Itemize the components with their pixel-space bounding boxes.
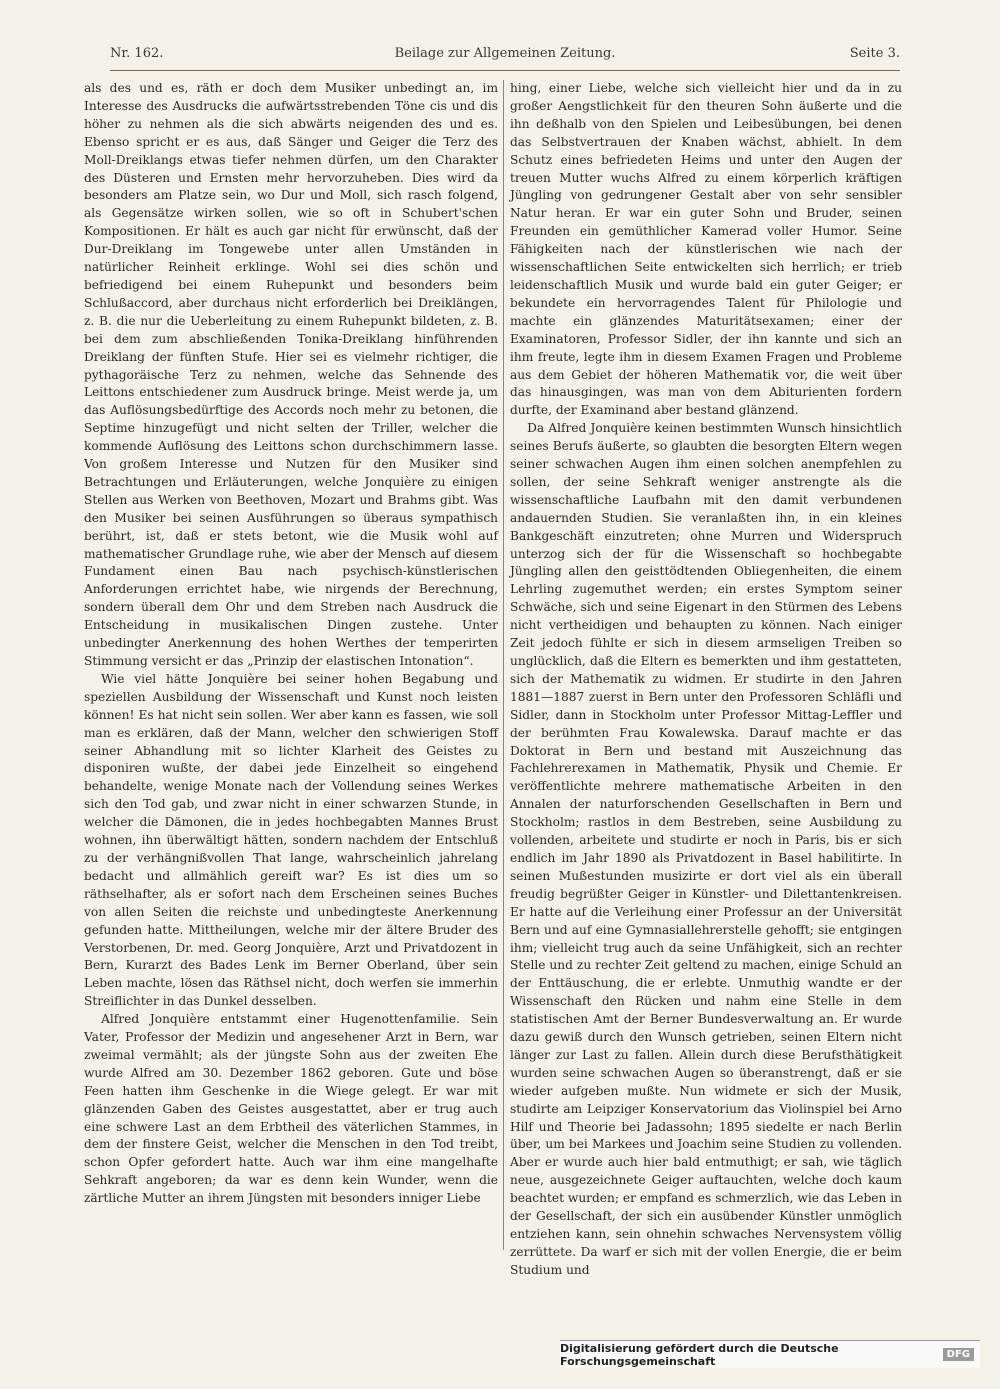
paragraph: als des und es, räth er doch dem Musiker unbedingt an, im Interesse des Ausdrucks die aufwärtsstrebenden Töne cis und dis höher zu nehmen als die sich abwärts neigenden des und es. Ebenso spricht er es aus, daß Sänger und Geiger die Terz des Moll-Dreiklangs etwas tiefer nehmen dürfen, um den Charakter des Düsteren und Ernsten mehr hervorzuheben. Dies wird da besonders am Platze sein, wo Dur und Moll, sich rasch folgend, als Gegensätze wirken sollen, wie so oft in Schubert'schen Kompositionen. Er hält es auch gar nicht für erwünscht, daß der Dur-Dreiklang im Tongewebe unter allen Umständen in natürlicher Reinheit erklinge. Wohl sei dies schön und befriedigend bei einem Ruhepunkt und besonders beim Schlußaccord, aber durchaus nicht erforderlich bei Dreiklängen, z. B. die nur die Ueberleitung zu einem Ruhepunkt bildeten, z. B. bei dem zum abschließenden Tonika-Dreiklang hinführenden Dreiklang der fünften Stufe. Hier sei es vielmehr richtiger, die pythagoräische Terz zu nehmen, welche das Sehnende des Leittons entschiedener zum Ausdruck bringe. Meist werde ja, um das Auflösungsbedürftige des Accords noch mehr zu betonen, die Septime hinzugefügt und nicht selten der Triller, welcher die kommende Auflösung des Leittons schon durchschimmern lasse. Von großem Interesse und Nutzen für den Musiker sind Betrachtungen und Erläuterungen, welche Jonquière zu einigen Stellen aus Werken von Beethoven, Mozart und Brahms gibt. Was den Musiker bei seinen Ausführungen so überaus sympathisch berührt, ist, daß er stets betont, wie die Musik wohl auf mathematischer Grundlage ruhe, wie aber der Mensch auf diesem Fundament einen Bau nach psychisch-künstlerischen Anforderungen errichtet habe, wie nirgends der Berechnung, sondern überall dem Ohr und dem Streben nach Ausdruck die Entscheidung in musikalischen Dingen zustehe. Unter unbedingter Anerkennung des hohen Werthes der temperirten Stimmung versicht er das „Prinzip der elastischen Intonation“. — [84, 81, 498, 668]
header-rule — [110, 70, 900, 71]
supplement-title: Beilage zur Allgemeinen Zeitung. — [394, 46, 616, 61]
digitization-footer — [560, 1340, 980, 1368]
paragraph: Alfred Jonquière entstammt einer Hugenottenfamilie. Sein Vater, Professor der Medizin und angesehener Arzt in Bern, war zweimal vermählt; als der jüngste Sohn aus der zweiten Ehe wurde Alfred am 30. Dezember 1862 geboren. Gute und böse Feen hatten ihm Geschenke in die Wiege gelegt. Er war mit glänzenden Gaben des Geistes ausgestattet, aber er trug auch eine schwere Last an dem Erbtheil des väterlichen Stammes, in dem der finstere Geist, welcher die Menschen in den Tod treibt, schon Opfer gefordert hatte. Auch war ihm eine mangelhafte Sehkraft angeboren; da war es denn kein Wunder, wenn die zärtliche Mutter an ihrem Jüngsten mit besonders inniger Liebe — [84, 1012, 498, 1206]
page-header — [110, 44, 900, 68]
footer-text: Digitalisierung gefördert durch die Deutsche Forschungsgemeinschaft — [560, 1341, 839, 1368]
right-column — [510, 80, 902, 1280]
paragraph: Wie viel hätte Jonquière bei seiner hohen Begabung und speziellen Ausbildung der Wissenschaft und Kunst noch leisten können! Es hat nicht sein sollen. Wer aber kann es fassen, wie soll man es erklären, daß der Mann, welcher den schwierigen Stoff seiner Abhandlung mit so lichter Klarheit des Geistes zu disponiren wußte, der dabei jede Einzelheit so eingehend behandelte, wenige Monate nach der Vollendung seines Werkes sich den Tod gab, und zwar nicht in einer schwarzen Stunde, in welcher die Dämonen, die in jedes hochbegabten Mannes Brust wohnen, ihn überwältigt hätten, sondern nachdem der Entschluß zu der verhängnißvollen That lange, wahrscheinlich jahrelang bedacht und allmählich gereift war? Es ist dies um so räthselhafter, als er sofort nach dem Erscheinen seines Buches von allen Seiten die reichste und unbedingteste Anerkennung gefunden hatte. Mittheilungen, welche mir der ältere Bruder des Verstorbenen, Dr. med. Georg Jonquière, Arzt und Privatdozent in Bern, Kurarzt des Bades Lenk im Berner Oberland, über sein Leben machte, lösen das Räthsel nicht, doch werfen sie immerhin Streiflichter in das Dunkel desselben. — [84, 671, 498, 1009]
column-divider — [503, 80, 504, 1250]
left-column — [84, 80, 498, 1208]
issue-number: Nr. 162. — [110, 46, 164, 61]
paragraph: Da Alfred Jonquière keinen bestimmten Wunsch hinsichtlich seines Berufs äußerte, so glaubten die besorgten Eltern wegen seiner schwachen Augen ihm einen solchen anempfehlen zu sollen, der seine Sehkraft weniger anstrengte als die wissenschaftliche Laufbahn mit den damit verbundenen andauernden Studien. Sie veranlaßten ihn, in ein kleines Bankgeschäft einzutreten; ohne Murren und Widerspruch unterzog sich der für die Wissenschaft so hochbegabte Jüngling allen den geisttödtenden Obliegenheiten, die einem Lehrling zugemuthet werden; ein erstes Symptom seiner Schwäche, sich und seine Eigenart in den Stürmen des Lebens nicht vertheidigen und behaupten zu können. Nach einiger Zeit jedoch fühlte er sich in diesem armseligen Treiben so unglücklich, daß die Eltern es bemerkten und ihm gestatteten, sich der Mathematik zu widmen. Er studirte in den Jahren 1881—1887 zuerst in Bern unter den Professoren Schläfli und Sidler, dann in Stockholm unter Professor Mittag-Leffler und der berühmten Frau Kowalewska. Darauf machte er das Doktorat in Bern und bestand mit Auszeichnung das Fachlehrerexamen in Mathematik, Physik und Chemie. Er veröffentlichte mehrere mathematische Arbeiten in den Annalen der naturforschenden Gesellschaften in Bern und Stockholm; rastlos in dem Bestreben, seine Ausbildung zu vollenden, arbeitete und studirte er noch in Paris, bis er sich endlich im Jahr 1890 als Privatdozent in Basel habilitirte. In seinen Mußestunden musizirte er dort viel als ein überall freudig begrüßter Geiger in Künstler- und Dilettantenkreisen. Er hatte auf die Verleihung einer Professur an der Universität Bern und auf eine Gymnasiallehrerstelle gehofft; sie entgingen ihm; vielleicht trug auch da seine Unfähigkeit, sich an rechter Stelle und zu rechter Zeit geltend zu machen, einige Schuld an der Enttäuschung, die er erlebte. Unmuthig wandte er der Wissenschaft den Rücken und nahm eine Stelle in dem statistischen Amt der Berner Bundesverwaltung an. Er wurde dazu gewiß durch den Wunsch getrieben, seinen Eltern nicht länger zur Last zu fallen. Allein durch diese Berufsthätigkeit wurden seine schwachen Augen so überanstrengt, daß er sie wieder aufgeben mußte. Nun widmete er sich der Musik, studirte am Leipziger Konservatorium das Violinspiel bei Arno Hilf und Theorie bei Jadassohn; 1895 siedelte er nach Berlin über, um bei Markees und Joachim seine Studien zu vollenden. Aber er wurde auch hier bald entmuthigt; er sah, wie täglich neue, ausgezeichnete Geiger auftauchten, welche doch kaum beachtet wurden; er empfand es schmerzlich, wie das Leben in der Gesellschaft, der sich ein ausübender Künstler unmöglich entziehen kann, sein ohnehin schwaches Nervensystem völlig zerrüttete. Da warf er sich mit der vollen Energie, die er beim Studium und — [510, 421, 902, 1277]
dfg-logo-icon: DFG — [943, 1348, 974, 1361]
paragraph: hing, einer Liebe, welche sich vielleicht hier und da in zu großer Aengstlichkeit für den theuren Sohn äußerte und die ihn deßhalb von den Spielen und Leibesübungen, bei denen das Selbstvertrauen der Knaben wächst, abhielt. In dem Schutz eines befriedeten Heims und unter den Augen der treuen Mutter wuchs Alfred zu einem körperlich kräftigen Jüngling von gedrungener Gestalt aber von sehr sensibler Natur heran. Er war ein guter Sohn und Bruder, seinen Freunden ein gemüthlicher Kamerad voller Humor. Seine Fähigkeiten nach der künstlerischen wie nach der wissenschaftlichen Seite entwickelten sich herrlich; er trieb leidenschaftlich Musik und wurde bald ein guter Geiger; er bekundete ein hervorragendes Talent für Philologie und machte ein glänzendes Maturitätsexamen; einer der Examinatoren, Professor Sidler, der ihn kannte und sich an ihm freute, legte ihm in diesem Examen Fragen und Probleme aus dem Gebiet der höheren Mathematik vor, die weit über das hinausgingen, was man von dem Abiturienten fordern durfte, der Examinand aber bestand glänzend. — [510, 81, 902, 418]
page-number: Seite 3. — [849, 46, 900, 61]
